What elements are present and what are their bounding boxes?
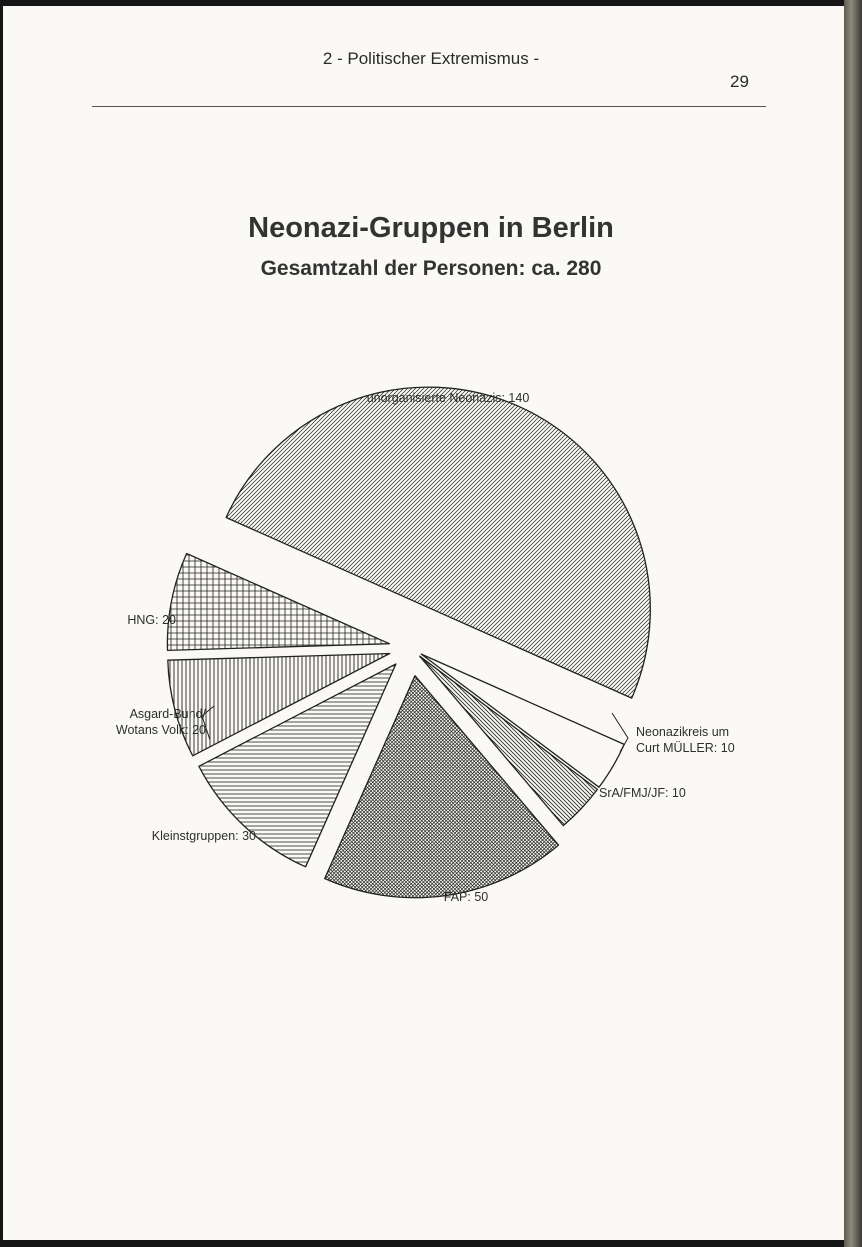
pie-slice-unorganisierte-neonazis — [226, 387, 650, 698]
pie-slices — [167, 387, 650, 898]
slice-label — [367, 391, 530, 405]
slice-label-line: Kleinstgruppen: 30 — [151, 829, 256, 843]
chart-subtitle: Gesamtzahl der Personen: ca. 280 — [260, 257, 602, 280]
slice-label-line: Neonazikreis um — [636, 725, 730, 739]
slice-label-line: SrA/FMJ/JF: 10 — [599, 786, 686, 800]
slice-label-line: unorganisierte Neonazis: 140 — [366, 391, 530, 405]
slice-label — [127, 613, 176, 627]
section-header: 2 - Politischer Extremismus - — [322, 49, 540, 68]
chart-title: Neonazi-Gruppen in Berlin — [248, 212, 614, 244]
slice-label-line: Wotans Volk: 20 — [115, 723, 206, 737]
slice-label-line: Asgard-Bund/ — [129, 707, 206, 721]
slice-label — [636, 725, 735, 755]
slice-label-line: FAP: 50 — [443, 890, 489, 904]
slice-label — [599, 786, 686, 800]
page-number: 29 — [730, 72, 749, 91]
slice-label — [152, 829, 256, 843]
slice-label — [444, 890, 489, 904]
slice-label-line: HNG: 20 — [127, 613, 176, 627]
slice-label-line: Curt MÜLLER: 10 — [636, 741, 735, 755]
